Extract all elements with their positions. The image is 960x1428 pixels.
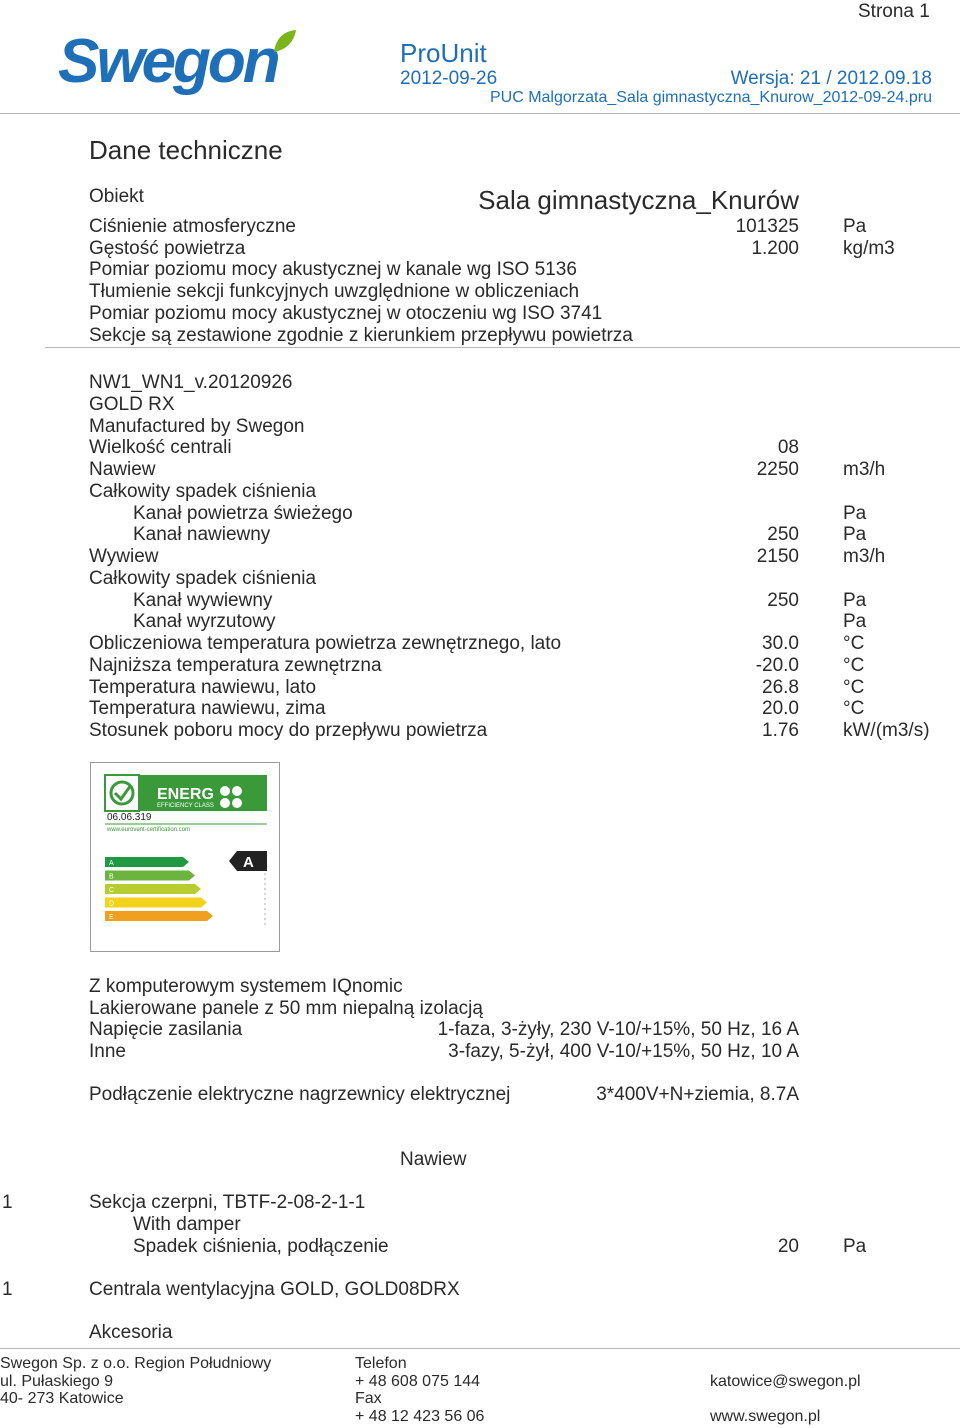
section-1-unit: Pa — [843, 1236, 867, 1257]
unit-row-value: -20.0 — [755, 654, 799, 676]
energy-scale — [105, 857, 213, 921]
general-row-label: Pomiar poziomu mocy akustycznej w kanale wg ISO 5136 — [89, 259, 577, 281]
unit-row-label: Całkowity spadek ciśnienia — [89, 480, 317, 502]
energy-bar-a — [105, 857, 189, 867]
general-row-label: Pomiar poziomu mocy akustycznej w otoczeniu wg ISO 3741 — [89, 302, 603, 324]
energy-label-subtitle: EFFICIENCY CLASS — [157, 803, 214, 809]
unit-row-unit: Pa — [843, 589, 867, 611]
product-name: ProUnit — [400, 38, 487, 68]
general-row-label: Tłumienie sekcji funkcyjnych uwzględnione w obliczeniach — [89, 281, 580, 303]
unit-row-value: 30.0 — [762, 633, 799, 654]
energy-label-title: ENERG — [157, 786, 214, 803]
certificate-number: 06.06.319 — [107, 812, 152, 823]
section-2-qty: 1 — [2, 1279, 13, 1300]
unit-row-label: Kanał wywiewny — [133, 589, 273, 611]
accessories-label: Akcesoria — [89, 1322, 173, 1343]
page-number: Strona 1 — [858, 1, 930, 22]
version: Wersja: 21 / 2012.09.18 — [730, 68, 932, 89]
section-1-qty: 1 — [2, 1192, 13, 1213]
unit-row-unit: °C — [843, 633, 865, 654]
section-title: Dane techniczne — [89, 135, 283, 165]
energy-bar-b — [105, 871, 195, 881]
footer-web[interactable]: www.swegon.pl — [710, 1408, 821, 1425]
general-row-label: Sekcje są zestawione zgodnie z kierunkiem przepływu powietrza — [89, 324, 633, 346]
footer-company: Swegon Sp. z o.o. Region Południowy — [0, 1355, 272, 1372]
unit-row-label: Nawiew — [89, 459, 156, 480]
unit-row-unit: Pa — [843, 502, 867, 524]
unit-row-label: Temperatura nawiewu, zima — [89, 698, 326, 720]
unit-row-unit: °C — [843, 676, 865, 698]
object-value: Sala gimnastyczna_Knurów — [478, 185, 799, 215]
energy-class: A — [243, 854, 254, 871]
energy-bar-d — [105, 898, 207, 908]
unit-row-value: 250 — [767, 589, 799, 611]
general-row-label: Gęstość powietrza — [89, 237, 246, 259]
unit-row-unit: m3/h — [843, 546, 886, 567]
energy-bar-letter: B — [109, 873, 114, 881]
feature-value: 1-faza, 3-żyły, 230 V-10/+15%, 50 Hz, 16 A — [437, 1019, 799, 1041]
unit-row-unit: °C — [843, 698, 865, 720]
footer-phone-label: Telefon — [355, 1355, 407, 1372]
section-1-sub-2: Spadek ciśnienia, podłączenie — [133, 1236, 389, 1257]
unit-row-unit: kW/(m3/s) — [843, 720, 930, 741]
unit-row-label: Obliczeniowa temperatura powietrza zewnętrznego, lato — [89, 633, 562, 654]
unit-row-value: 1.76 — [762, 720, 799, 741]
unit-row-label: NW1_WN1_v.20120926 — [89, 372, 293, 393]
unit-row-value: 08 — [777, 437, 799, 459]
unit-row-label: Całkowity spadek ciśnienia — [89, 567, 317, 589]
file-name: PUC Malgorzata_Sala gimnastyczna_Knurow_2012-09-24.pru — [489, 89, 932, 106]
unit-row-label: Kanał wyrzutowy — [133, 611, 276, 633]
unit-row-label: Manufactured by Swegon — [89, 415, 305, 437]
unit-row-label: Stosunek poboru mocy do przepływu powietrza — [89, 720, 488, 741]
unit-row-unit: Pa — [843, 611, 867, 633]
section-1-value: 20 — [777, 1236, 799, 1257]
unit-row-value: 20.0 — [762, 698, 799, 720]
energy-bar-letter: E — [109, 914, 114, 921]
unit-row-label: Kanał powietrza świeżego — [133, 502, 353, 524]
leaf-icon — [272, 28, 298, 54]
energy-bar-c — [105, 884, 201, 894]
unit-row-value: 250 — [767, 524, 799, 546]
heater-value: 3*400V+N+ziemia, 8.7A — [596, 1084, 799, 1105]
section-1-label: Sekcja czerpni, TBTF-2-08-2-1-1 — [89, 1192, 366, 1213]
unit-row-unit: °C — [843, 654, 865, 676]
header-divider — [0, 113, 960, 114]
footer-street: ul. Pułaskiego 9 — [0, 1373, 113, 1390]
heater-label: Podłączenie elektryczne nagrzewnicy elektrycznej — [89, 1084, 511, 1105]
unit-row-value: 26.8 — [762, 676, 799, 698]
footer-divider — [0, 1348, 960, 1349]
unit-row-label: Najniższa temperatura zewnętrzna — [89, 654, 382, 676]
unit-row-label: GOLD RX — [89, 393, 175, 415]
footer-email[interactable]: katowice@swegon.pl — [710, 1373, 861, 1390]
footer-fax-label: Fax — [355, 1390, 382, 1407]
general-row-unit: Pa — [843, 216, 867, 237]
energy-bar-letter: D — [109, 900, 115, 908]
energy-bar-e — [105, 911, 213, 921]
unit-row-value: 2150 — [756, 546, 799, 567]
unit-row-label: Kanał nawiewny — [133, 524, 271, 546]
feature-label: Z komputerowym systemem IQnomic — [89, 976, 403, 997]
general-divider — [45, 347, 960, 348]
footer-phone: + 48 608 075 144 — [355, 1373, 481, 1390]
feature-value: 3-fazy, 5-żył, 400 V-10/+15%, 50 Hz, 10 A — [448, 1041, 799, 1063]
energy-bar-letter: C — [109, 887, 115, 894]
general-row-label: Ciśnienie atmosferyczne — [89, 216, 296, 237]
general-row-value: 1.200 — [751, 237, 799, 259]
unit-row-value: 2250 — [756, 459, 799, 480]
eurovent-url: www.eurovent-certification.com — [107, 827, 191, 833]
unit-row-label: Wywiew — [89, 546, 159, 567]
energy-label-graphic — [91, 763, 281, 953]
energy-label — [90, 762, 280, 952]
feature-label: Napięcie zasilania — [89, 1019, 243, 1041]
unit-row-label: Wielkość centrali — [89, 437, 232, 459]
unit-row-unit: Pa — [843, 524, 867, 546]
section-2-label: Centrala wentylacyjna GOLD, GOLD08DRX — [89, 1279, 460, 1300]
footer-city: 40- 273 Katowice — [0, 1390, 124, 1407]
unit-row-unit: m3/h — [843, 459, 886, 480]
header-date: 2012-09-26 — [400, 68, 498, 89]
object-label: Obiekt — [89, 186, 144, 207]
unit-row-label: Temperatura nawiewu, lato — [89, 676, 317, 698]
general-row-value: 101325 — [735, 216, 799, 237]
footer-fax: + 48 12 423 56 06 — [355, 1408, 485, 1425]
feature-label: Inne — [89, 1041, 126, 1063]
feature-label: Lakierowane panele z 50 mm niepalną izolacją — [89, 997, 483, 1019]
section-1-sub-1: With damper — [133, 1214, 241, 1235]
swegon-logo: Swegon — [58, 27, 278, 96]
general-row-unit: kg/m3 — [843, 237, 895, 259]
supply-title: Nawiew — [400, 1149, 467, 1170]
energy-bar-letter: A — [109, 860, 114, 867]
